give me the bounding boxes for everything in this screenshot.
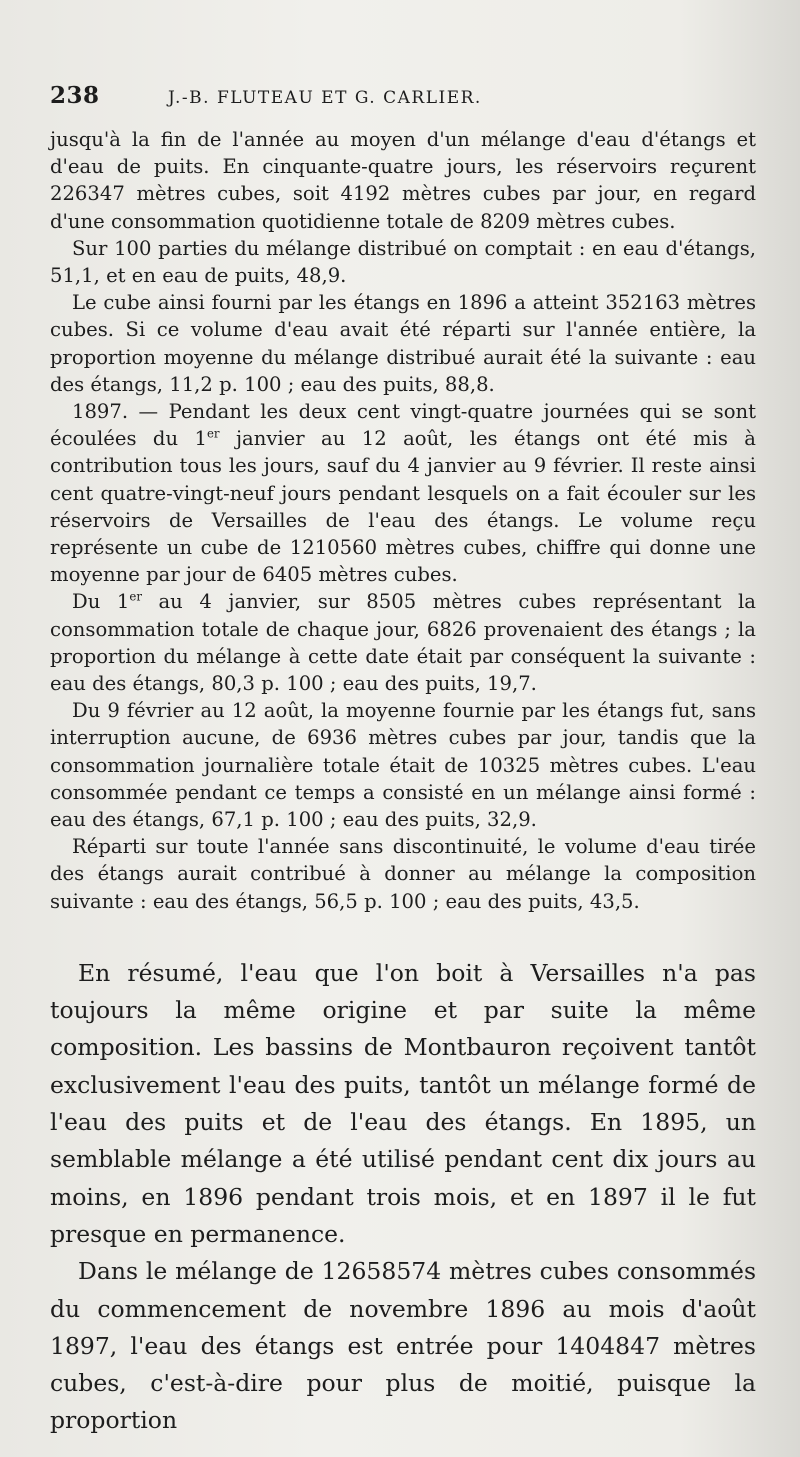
paragraph-cube-1896: Le cube ainsi fourni par les étangs en 1896 a atteint 352163 mètres cubes. Si ce volume d'eau avait été réparti sur l'année entière, la proportion moyenne du mélange distribué aurait été la suivante : eau des étangs, 11,2 p. 100 ; eau des puits, 88,8. bbox=[50, 291, 756, 396]
large-print-section bbox=[50, 955, 756, 1440]
paragraph-continuation: jusqu'à la fin de l'année au moyen d'un mélange d'eau d'étangs et d'eau de puits. En cinquante-quatre jours, les réservoirs reçurent 226347 mètres cubes, soit 4192 mètres cubes par jour, en regard d'une consommation quotidienne totale de 8209 mètres cubes. bbox=[50, 128, 756, 233]
paragraph-january: Du 1er au 4 janvier, sur 8505 mètres cubes représentant la consommation totale de chaque jour, 6826 provenaient des étangs ; la proportion du mélange à cette date était par conséquent la suivante : eau des étangs, 80,3 p. 100 ; eau des puits, 19,7. bbox=[50, 589, 756, 696]
page-header bbox=[50, 82, 756, 116]
paragraph-proportions-1895: Sur 100 parties du mélange distribué on comptait : en eau d'étangs, 51,1, et en eau de puits, 48,9. bbox=[50, 236, 756, 288]
running-head: J.-B. FLUTEAU ET G. CARLIER. bbox=[168, 88, 482, 108]
paragraph-1897: 1897. — Pendant les deux cent vingt-quatre journées qui se sont écoulées du 1er janvier au 12 août, les étangs ont été mis à contribution tous les jours, sauf du 4 janvier au 9 février. Il reste ainsi cent quatre-vingt-neuf jours pendant lesquels on a fait écouler sur les réservoirs de Versailles de l'eau des étangs. Le volume reçu représente un cube de 1210560 mètres cubes, chiffre qui donne une moyenne par jour de 6405 mètres cubes. bbox=[50, 400, 756, 587]
paragraph-february-august: Du 9 février au 12 août, la moyenne fournie par les étangs fut, sans interruption aucune, de 6936 mètres cubes par jour, tandis que la consommation journalière totale était de 10325 mètres cubes. L'eau consommée pendant ce temps a consisté en un mélange ainsi formé : eau des étangs, 67,1 p. 100 ; eau des puits, 32,9. bbox=[50, 699, 756, 832]
paragraph-mixture-volume: Dans le mélange de 12658574 mètres cubes consommés du commencement de novembre 1896 au mois d'août 1897, l'eau des étangs est entrée pour 1404847 mètres cubes, c'est-à-dire pour plus de moitié, puisque la proportion bbox=[50, 1257, 756, 1435]
paragraph-annual-distribution: Réparti sur toute l'année sans discontinuité, le volume d'eau tirée des étangs aurait contribué à donner au mélange la composition suivante : eau des étangs, 56,5 p. 100 ; eau des puits, 43,5. bbox=[50, 835, 756, 913]
page-number: 238 bbox=[50, 82, 100, 109]
paragraph-summary: En résumé, l'eau que l'on boit à Versailles n'a pas toujours la même origine et par suite la même composition. Les bassins de Montbauron reçoivent tantôt exclusivement l'eau des puits, tantôt un mélange formé de l'eau des puits et de l'eau des étangs. En 1895, un semblable mélange a été utilisé pendant cent dix jours au moins, en 1896 pendant trois mois, et en 1897 il le fut presque en permanence. bbox=[50, 958, 756, 1248]
small-print-section bbox=[50, 126, 756, 915]
